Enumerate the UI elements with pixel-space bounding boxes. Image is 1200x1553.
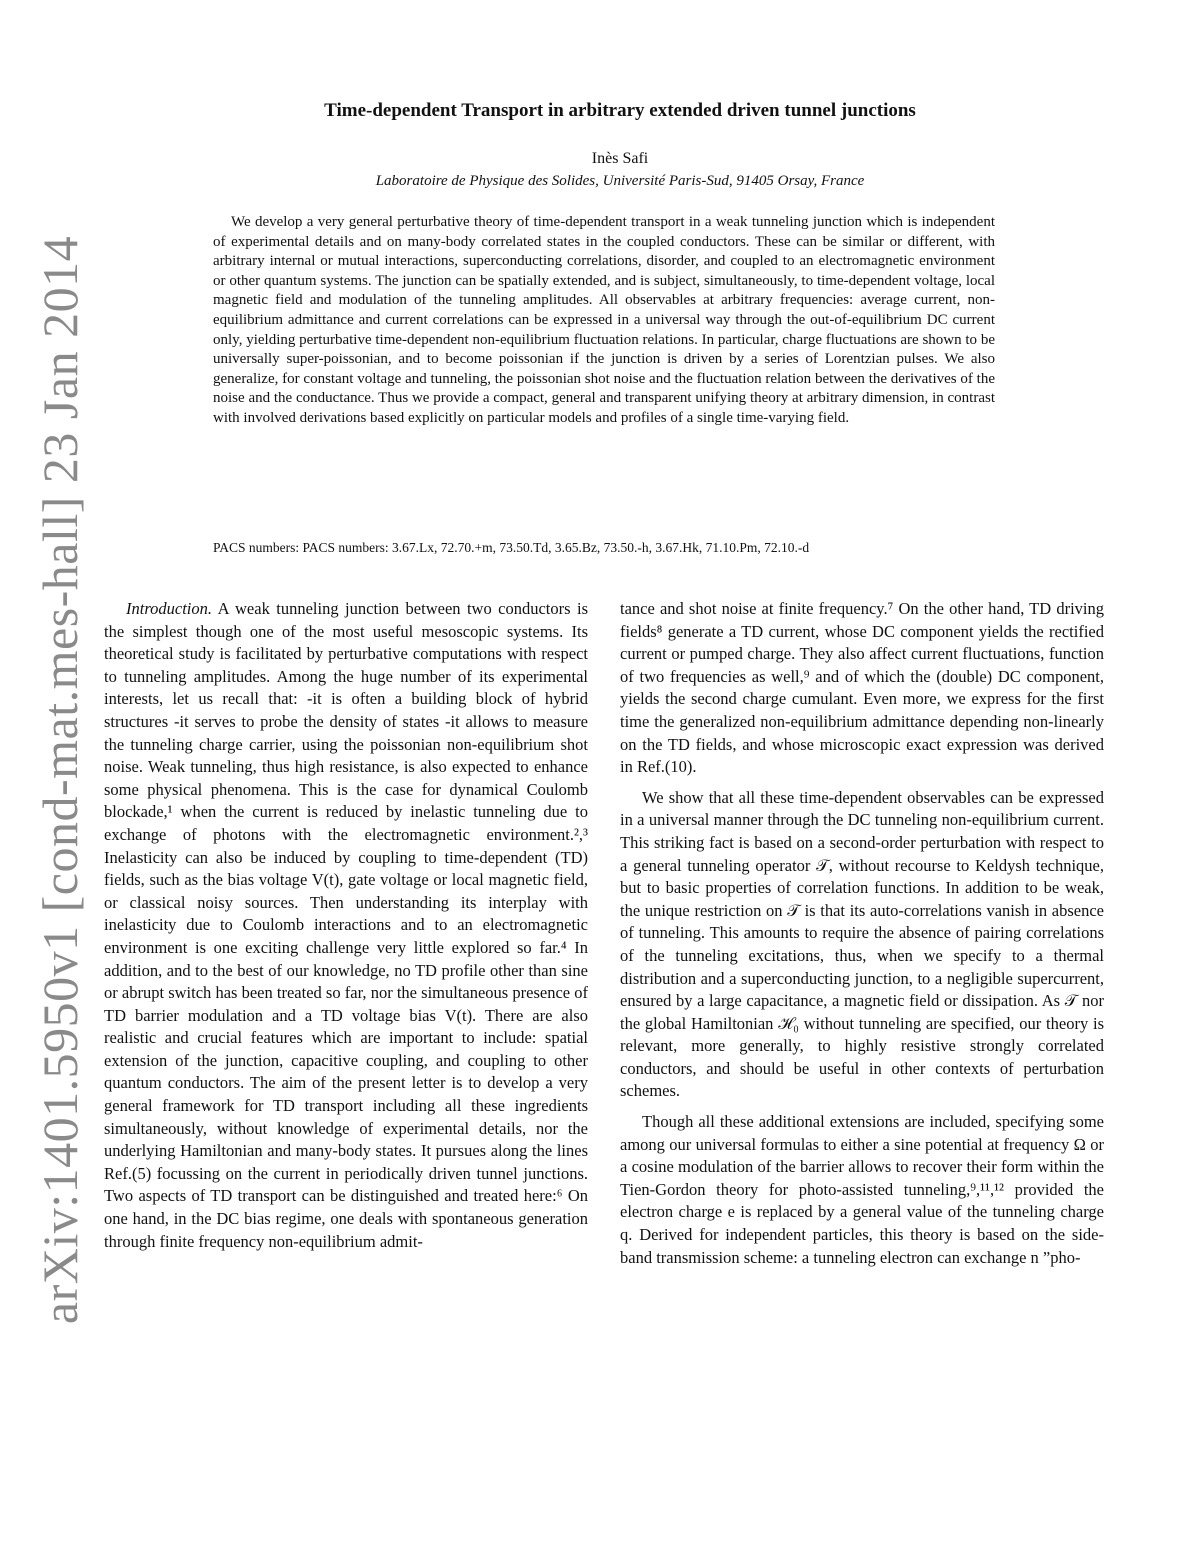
intro-label: Introduction. (126, 599, 213, 618)
right-column (620, 598, 1104, 1277)
pacs-numbers: PACS numbers: PACS numbers: 3.67.Lx, 72.70.+m, 73.50.Td, 3.65.Bz, 73.50.-h, 3.67.Hk, 71.10.Pm, 72.10.-d (213, 540, 810, 555)
paper-title: Time-dependent Transport in arbitrary extended driven tunnel junctions (324, 100, 916, 121)
intro-paragraph (104, 598, 588, 1253)
intro-text: A weak tunneling junction between two conductors is the simplest though one of the most useful mesoscopic systems. Its theoretical study is facilitated by perturbative computations with respect to tunneling amplitudes. Among the huge number of its experimental interests, let us recall that: -it is often a building block of hybrid structures -it serves to probe the density of states -it allows to measure the tunneling charge carrier, using the poissonian non-equilibrium shot noise. Weak tunneling, thus high resistance, is also expected to enhance some physical phenomena. This is the case for dynamical Coulomb blockade,¹ when the current is reduced by inelastic tunneling due to exchange of photons with the electromagnetic environment.²,³ Inelasticity can also be induced by coupling to time-dependent (TD) fields, such as the bias voltage V(t), gate voltage or local magnetic field, or classical noisy sources. Then understanding its interplay with inelasticity due to Coulomb interactions and to an electromagnetic environment is one exciting challenge very little explored so far.⁴ In addition, and to the best of our knowledge, no TD profile other than sine or abrupt switch has been treated so far, nor the simultaneous presence of TD barrier modulation and a TD voltage bias V(t). There are also realistic and crucial features which are important to include: spatial extension of the junction, capacitive coupling, and coupling to other quantum conductors. The aim of the present letter is to develop a very general framework for TD transport including all these ingredients simultaneously, without knowledge of experimental details, nor the underlying Hamiltonian and many-body states. It pursues along the lines Ref.(5) focussing on the current in periodically driven tunnel junctions. Two aspects of TD transport can be distinguished and treated here:⁶ On one hand, in the DC bias regime, one deals with spontaneous generation through finite frequency non-equilibrium admit- (104, 599, 589, 1251)
right-paragraph-2: We show that all these time-dependent observables can be expressed in a universal manner through the DC tunneling non-equilibrium current. This striking fact is based on a second-order perturbation with respect to a general tunneling operator 𝒯, without recourse to Keldysh technique, but to basic properties of correlation functions. In addition to be weak, the unique restriction on 𝒯 is that its auto-correlations vanish in absence of tunneling. This amounts to require the absence of pairing correlations of the tunneling excitations, thus, when we specify to a thermal distribution and a superconducting junction, to a negligible supercurrent, ensured by a large capacitance, a magnetic field or dissipation. As 𝒯 nor the global Hamiltonian ℋ₀ without tunneling are specified, our theory is relevant, more generally, to highly resistive strongly correlated conductors, and should be useful in other contexts of perturbation schemes. (620, 787, 1104, 1101)
right-paragraph-3: Though all these additional extensions are included, specifying some among our universal formulas to either a sine potential at frequency Ω or a cosine modulation of the barrier allows to recover their form within the Tien-Gordon theory for photo-assisted tunneling,⁹,¹¹,¹² provided the electron charge e is replaced by a general value of the tunneling charge q. Derived for independent particles, this theory is based on the side-band transmission scheme: a tunneling electron can exchange n ”pho- (620, 1112, 1104, 1267)
arxiv-identifier: arXiv:1401.5950v1 [cond-mat.mes-hall] 23 Jan 2014 (32, 235, 88, 1325)
author-affiliation: Laboratoire de Physique des Solides, Université Paris-Sud, 91405 Orsay, France (375, 173, 865, 189)
left-column (104, 598, 588, 1261)
right-paragraph-1: tance and shot noise at finite frequency.⁷ On the other hand, TD driving fields⁸ generate a TD current, whose DC component yields the rectified current or pumped charge. They also affect current fluctuations, function of two frequencies as well,⁹ and of which the (double) DC component, yields the second charge cumulant. Even more, we express for the first time the generalized non-equilibrium admittance depending non-linearly on the TD fields, and whose microscopic exact expression was derived in Ref.(10). (620, 599, 1104, 777)
author-name: Inès Safi (591, 150, 649, 167)
abstract: We develop a very general perturbative theory of time-dependent transport in a weak tunneling junction which is independent of experimental details and on many-body correlated states in the coupled conductors. These can be similar or different, with arbitrary internal or mutual interactions, superconducting correlations, disorder, and coupled to an electromagnetic environment or other quantum systems. The junction can be spatially extended, and is subject, simultaneously, to time-dependent voltage, local magnetic field and modulation of the tunneling amplitudes. All observables at arbitrary frequencies: average current, non-equilibrium admittance and current correlations can be expressed in a universal way through the out-of-equilibrium DC current only, yielding perturbative time-dependent non-equilibrium fluctuation relations. In particular, charge fluctuations are shown to be universally super-poissonian, and to become poissonian if the junction is driven by a series of Lorentzian pulses. We also generalize, for constant voltage and tunneling, the poissonian shot noise and the fluctuation relation between the derivatives of the noise and the conductance. Thus we provide a compact, general and transparent unifying theory at arbitrary dimension, in contrast with involved derivations based explicitly on particular models and profiles of a single time-varying field. (213, 214, 995, 426)
